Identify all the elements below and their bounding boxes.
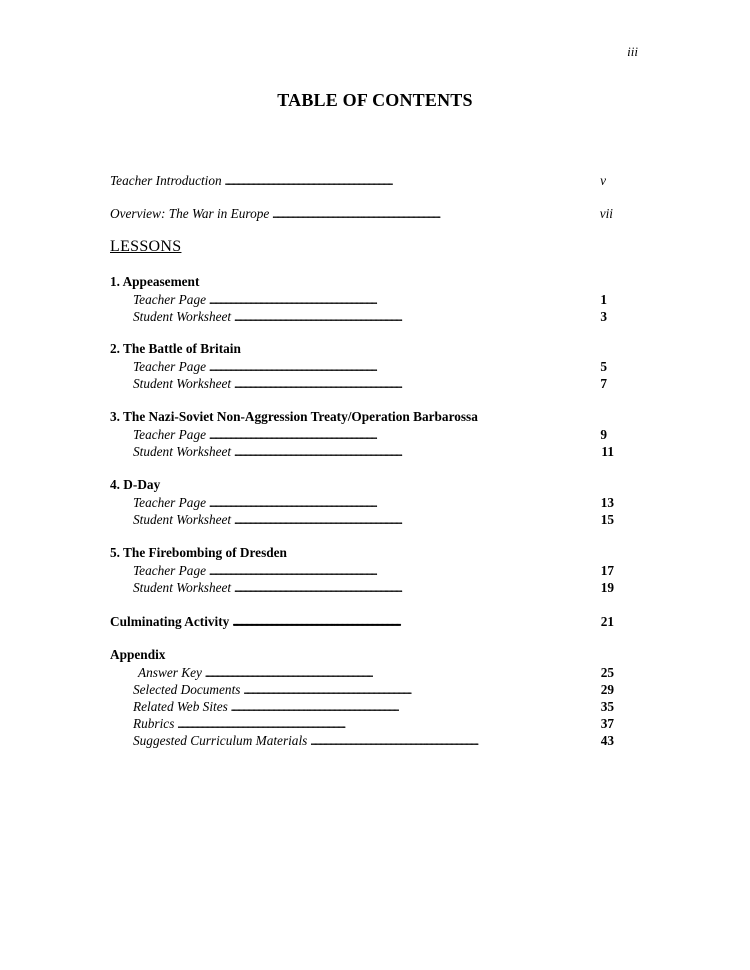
lesson-4-teacher-page[interactable] bbox=[133, 494, 614, 511]
toc-entry-culminating-activity[interactable] bbox=[110, 613, 614, 630]
toc-entry-label: Teacher Page bbox=[133, 563, 206, 578]
lessons-heading: LESSONS bbox=[110, 238, 182, 255]
lesson-5-heading: 5. The Firebombing of Dresden bbox=[110, 545, 287, 560]
toc-entry-label: Student Worksheet bbox=[133, 444, 232, 459]
dot-leader bbox=[209, 494, 598, 511]
dot-leader bbox=[234, 308, 597, 325]
dot-leader bbox=[243, 681, 597, 698]
toc-entry-page: 5 bbox=[600, 359, 607, 374]
dot-leader bbox=[232, 613, 597, 630]
toc-entry-label: Student Worksheet bbox=[133, 376, 232, 391]
appendix-suggested-curriculum-materials[interactable] bbox=[133, 732, 614, 749]
appendix-answer-key[interactable] bbox=[138, 664, 614, 681]
toc-entry-teacher-introduction[interactable] bbox=[110, 172, 606, 189]
dot-leader bbox=[205, 664, 598, 681]
appendix-selected-documents[interactable] bbox=[133, 681, 614, 698]
dot-leader bbox=[231, 698, 598, 715]
toc-entry-label: Related Web Sites bbox=[133, 699, 228, 714]
toc-entry-label: Teacher Page bbox=[133, 292, 206, 307]
page-number: iii bbox=[627, 44, 638, 59]
toc-entry-label: Suggested Curriculum Materials bbox=[133, 733, 308, 748]
dot-leader bbox=[234, 443, 598, 460]
toc-entry-label: Answer Key bbox=[138, 665, 202, 680]
toc-entry-label: Teacher Page bbox=[133, 427, 206, 442]
toc-entry-page: 37 bbox=[600, 716, 614, 731]
appendix-related-web-sites[interactable] bbox=[133, 698, 614, 715]
toc-entry-page: 9 bbox=[600, 427, 607, 442]
toc-entry-label: Rubrics bbox=[133, 716, 175, 731]
toc-entry-page: 43 bbox=[600, 733, 614, 748]
toc-entry-label: Culminating Activity bbox=[110, 614, 230, 629]
toc-entry-label: Student Worksheet bbox=[133, 512, 232, 527]
lesson-1-teacher-page[interactable] bbox=[133, 291, 607, 308]
lesson-3-heading: 3. The Nazi-Soviet Non-Aggression Treaty/Operation Barbarossa bbox=[110, 409, 478, 424]
toc-entry-label: Student Worksheet bbox=[133, 580, 232, 595]
appendix-rubrics[interactable] bbox=[133, 715, 614, 732]
dot-leader bbox=[209, 562, 598, 579]
lesson-5-teacher-page[interactable] bbox=[133, 562, 614, 579]
toc-entry-page: 15 bbox=[600, 512, 614, 527]
dot-leader bbox=[234, 375, 597, 392]
appendix-heading: Appendix bbox=[110, 647, 166, 662]
dot-leader bbox=[209, 358, 597, 375]
toc-entry-overview[interactable] bbox=[110, 205, 613, 222]
page-title: TABLE OF CONTENTS bbox=[277, 90, 473, 110]
toc-entry-page: 7 bbox=[600, 376, 607, 391]
lesson-2-heading: 2. The Battle of Britain bbox=[110, 341, 241, 356]
toc-entry-page: 17 bbox=[600, 563, 614, 578]
lesson-1-heading: 1. Appeasement bbox=[110, 274, 200, 289]
toc-entry-label: Teacher Page bbox=[133, 359, 206, 374]
dot-leader bbox=[209, 426, 597, 443]
dot-leader bbox=[234, 511, 598, 528]
toc-entry-page: 11 bbox=[601, 444, 614, 459]
toc-entry-label: Teacher Page bbox=[133, 495, 206, 510]
toc-entry-page: 25 bbox=[600, 665, 614, 680]
toc-entry-page: 3 bbox=[600, 309, 607, 324]
toc-entry-page: 1 bbox=[600, 292, 607, 307]
toc-entry-page: vii bbox=[599, 206, 613, 221]
dot-leader bbox=[225, 172, 597, 189]
toc-entry-page: 19 bbox=[600, 580, 614, 595]
toc-entry-label: Selected Documents bbox=[133, 682, 241, 697]
lesson-3-teacher-page[interactable] bbox=[133, 426, 607, 443]
toc-entry-page: 35 bbox=[600, 699, 614, 714]
dot-leader bbox=[272, 205, 596, 222]
toc-entry-page: 13 bbox=[600, 495, 614, 510]
lesson-4-heading: 4. D-Day bbox=[110, 477, 161, 492]
toc-entry-page: 29 bbox=[600, 682, 614, 697]
lesson-3-student-worksheet[interactable] bbox=[133, 443, 614, 460]
toc-entry-page: 21 bbox=[600, 614, 614, 629]
toc-entry-label: Teacher Introduction bbox=[110, 173, 222, 188]
toc-entry-page: v bbox=[600, 173, 606, 188]
toc-entry-label: Student Worksheet bbox=[133, 309, 232, 324]
lesson-5-student-worksheet[interactable] bbox=[133, 579, 614, 596]
lesson-4-student-worksheet[interactable] bbox=[133, 511, 614, 528]
dot-leader bbox=[177, 715, 597, 732]
dot-leader bbox=[234, 579, 598, 596]
lesson-1-student-worksheet[interactable] bbox=[133, 308, 607, 325]
lesson-2-student-worksheet[interactable] bbox=[133, 375, 607, 392]
lesson-2-teacher-page[interactable] bbox=[133, 358, 607, 375]
toc-entry-label: Overview: The War in Europe bbox=[110, 206, 270, 221]
dot-leader bbox=[209, 291, 597, 308]
dot-leader bbox=[310, 732, 597, 749]
